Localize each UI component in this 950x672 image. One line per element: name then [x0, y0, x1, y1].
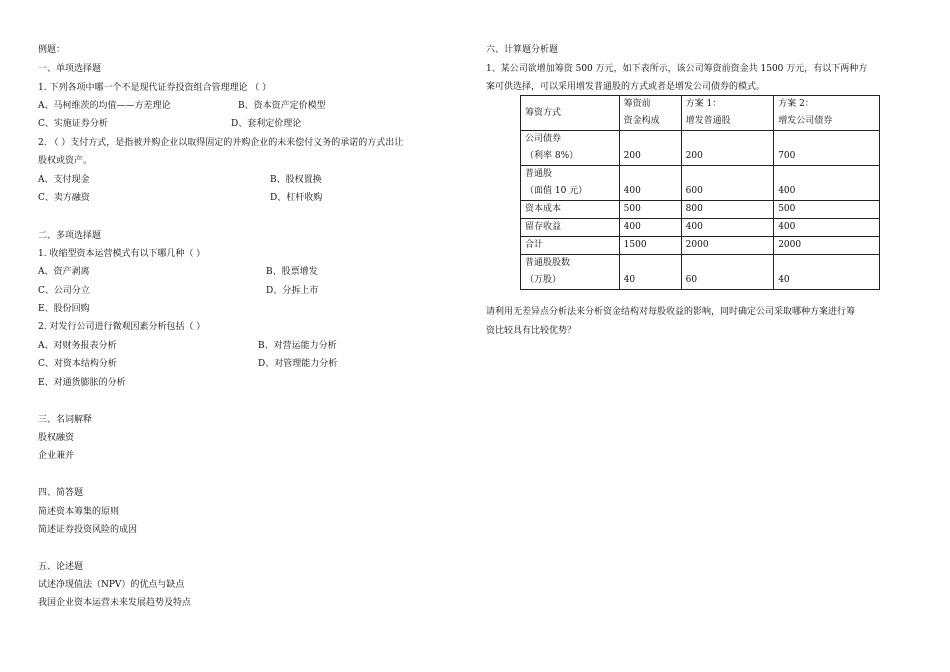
table-header-cell: 方案 2： 增发公司债券 [774, 96, 880, 131]
table-cell: 2000 [681, 237, 774, 255]
option: E、对通货膨胀的分析 [38, 378, 126, 388]
section-heading: 三、名词解释 [38, 415, 93, 425]
table-cell: 2000 [774, 237, 880, 255]
option: C、公司分立 [38, 286, 90, 296]
table-cell: 40 [774, 255, 880, 290]
table-cell: 1500 [619, 237, 681, 255]
table-cell: 40 [619, 255, 681, 290]
short-answer-item: 简述资本筹集的原则 [38, 507, 120, 517]
section-heading: 二、多项选择题 [38, 231, 102, 241]
option: D、分拆上市 [266, 286, 319, 296]
row-label: 普通股股数 （万股） [521, 255, 620, 290]
option: A、对财务报表分析 [38, 341, 117, 351]
table-row [521, 131, 880, 166]
section-heading: 五、论述题 [38, 562, 84, 572]
question-text: 1. 收缩型资本运营模式有以下哪几种（ ） [38, 249, 206, 259]
table-row [521, 201, 880, 219]
option: D、对管理能力分析 [258, 359, 338, 369]
table-cell: 600 [681, 166, 774, 201]
option: B、股票增发 [266, 267, 318, 277]
table-row [521, 255, 880, 290]
question-text: 1. 下列各项中哪一个不是现代证券投资组合管理理论 （ ） [38, 83, 272, 93]
option: B、股权置换 [270, 175, 322, 185]
section-heading: 一、单项选择题 [38, 64, 102, 74]
option: C、实施证券分析 [38, 119, 108, 129]
option: C、对资本结构分析 [38, 359, 117, 369]
question-text-cont: 股权或资产。 [38, 156, 93, 166]
section-heading: 四、简答题 [38, 488, 84, 498]
table-header-cell: 筹资前 资金构成 [619, 96, 681, 131]
table-header-row [521, 96, 880, 131]
table-cell: 200 [681, 131, 774, 166]
table-cell: 800 [681, 201, 774, 219]
table-header-cell: 方案 1： 增发普通股 [681, 96, 774, 131]
essay-item: 我国企业资本运营未来发展趋势及特点 [38, 598, 192, 608]
option: A、支付现金 [38, 175, 90, 185]
option: C、卖方融资 [38, 193, 90, 203]
term-item: 企业兼并 [38, 451, 75, 461]
table-cell: 400 [774, 166, 880, 201]
problem-text-cont: 案可供选择，可以采用增发普通股的方式或者是增发公司债券的模式。 [486, 82, 766, 92]
table-row [521, 166, 880, 201]
option: B、对营运能力分析 [258, 341, 337, 351]
question-text: 2. （ ）支付方式，是指被并购企业以取得固定的并购企业的未来偿付义务的承诺的方式出让 [38, 138, 404, 148]
table-cell: 500 [619, 201, 681, 219]
table-row [521, 237, 880, 255]
question-text: 请利用无差异点分析法来分析资金结构对每股收益的影响，同时确定公司采取哪种方案进行筹 [486, 307, 856, 317]
table-cell: 700 [774, 131, 880, 166]
table-header-cell: 筹资方式 [521, 96, 620, 131]
option: B、资本资产定价模型 [238, 101, 326, 111]
table-cell: 500 [774, 201, 880, 219]
option: A、资产剥离 [38, 267, 90, 277]
table-row [521, 219, 880, 237]
option: D、杠杆收购 [270, 193, 323, 203]
question-text: 2. 对发行公司进行微观因素分析包括（ ） [38, 322, 206, 332]
row-label: 公司债券 （利率 8%） [521, 131, 620, 166]
financing-table [520, 95, 880, 290]
option: D、套利定价理论 [231, 119, 302, 129]
page-title: 例题： [38, 45, 66, 55]
table-cell: 60 [681, 255, 774, 290]
question-text-cont: 资比较具有比较优势？ [486, 326, 577, 336]
problem-text: 1、某公司欲增加筹资 500 万元，如下表所示，该公司筹资前资金共 1500 万元，有以下两种方 [486, 64, 868, 74]
row-label: 合计 [521, 237, 620, 255]
option: E、股份回购 [38, 304, 90, 314]
term-item: 股权融资 [38, 433, 75, 443]
table-cell: 400 [619, 166, 681, 201]
row-label: 资本成本 [521, 201, 620, 219]
table-cell: 200 [619, 131, 681, 166]
table-cell: 400 [774, 219, 880, 237]
row-label: 普通股 （面值 10 元） [521, 166, 620, 201]
table-cell: 400 [681, 219, 774, 237]
row-label: 留存收益 [521, 219, 620, 237]
essay-item: 试述净现值法（NPV）的优点与缺点 [38, 580, 185, 590]
table-cell: 400 [619, 219, 681, 237]
section-heading: 六、计算题分析题 [486, 45, 559, 55]
short-answer-item: 简述证券投资风险的成因 [38, 525, 138, 535]
option: A、马柯维茨的均值——方差理论 [38, 101, 171, 111]
